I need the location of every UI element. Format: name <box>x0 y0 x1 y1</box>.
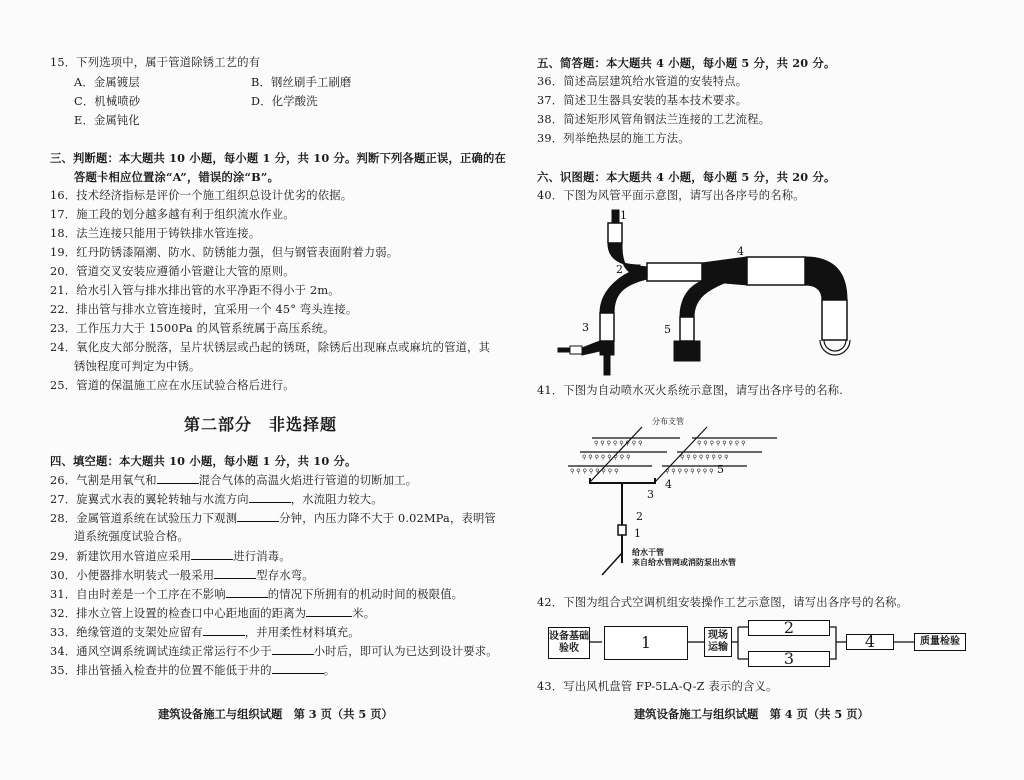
question-34: 34．通风空调系统调试连续正常运行不少于 小时后，即可认为已达到设计要求。 <box>50 645 498 658</box>
q15-option-c: C．机械喷砂 <box>74 95 141 108</box>
answer-blank <box>237 511 279 522</box>
question-27: 27．旋翼式水表的翼轮转轴与水流方向 ，水流阻力较大。 <box>50 493 383 506</box>
question-39: 39．列举绝热层的施工方法。 <box>537 132 690 145</box>
answer-blank <box>203 625 245 636</box>
question-26: 26．气割是用氧气和 混合气体的高温火焰进行管道的切断加工。 <box>50 474 418 487</box>
main-pipe-annotation: 给水干管 <box>632 547 664 557</box>
answer-blank <box>226 587 268 598</box>
question-31: 31．自由时差是一个工序在不影响 的情况下所拥有的机动时间的极限值。 <box>50 588 464 601</box>
svg-text:⚲ ⚲ ⚲ ⚲ ⚲ ⚲ ⚲ ⚲: ⚲ ⚲ ⚲ ⚲ ⚲ ⚲ ⚲ ⚲ <box>582 454 631 461</box>
answer-blank <box>306 606 352 617</box>
question-24: 24．氧化皮大部分脱落，呈片状锈层或凸起的锈斑，除锈后出现麻点或麻坑的管道，其 <box>50 341 491 354</box>
q15-option-b: B．钢丝刷手工刷磨 <box>251 76 352 89</box>
question-28: 28．金属管道系统在试验压力下观测 分钟，内压力降不大于 0.02MPa，表明管 <box>50 512 496 525</box>
flow-step-quality-inspection: 质量检验 <box>914 633 966 651</box>
question-19: 19．红丹防锈漆隔潮、防水、防锈能力强，但与钢管表面附着力弱。 <box>50 246 399 259</box>
question-22: 22．排出管与排水立管连接时，宜采用一个 45° 弯头连接。 <box>50 303 358 316</box>
section-3-heading-cont: 答题卡相应位置涂“A”，错误的涂“B”。 <box>74 170 280 184</box>
flow-step-4: 4 <box>846 634 894 650</box>
question-21: 21．给水引入管与排水排出管的水平净距不得小于 2m。 <box>50 284 340 297</box>
question-36: 36．简述高层建筑给水管道的安装特点。 <box>537 75 748 88</box>
svg-text:⚲ ⚲ ⚲ ⚲ ⚲ ⚲ ⚲ ⚲: ⚲ ⚲ ⚲ ⚲ ⚲ ⚲ ⚲ ⚲ <box>680 454 729 461</box>
section-4-heading: 四、填空题：本大题共 10 小题，每小题 1 分，共 10 分。 <box>50 454 357 468</box>
section-6-heading: 六、识图题：本大题共 4 小题，每小题 5 分，共 20 分。 <box>537 170 836 184</box>
question-40-stem: 40．下图为风管平面示意图，请写出各序号的名称。 <box>537 189 805 202</box>
question-25: 25．管道的保温施工应在水压试验合格后进行。 <box>50 379 295 392</box>
q15-option-e: E．金属钝化 <box>74 114 140 127</box>
flow-step-1: 1 <box>604 626 688 660</box>
diagram-label-2: 2 <box>636 510 643 523</box>
answer-blank <box>191 549 233 560</box>
answer-blank <box>249 492 291 503</box>
question-35: 35．排出管插入检查井的位置不能低于井的 。 <box>50 664 336 677</box>
diagram-label-4: 4 <box>737 245 744 258</box>
question-28-cont: 道系统强度试验合格。 <box>74 530 189 543</box>
question-32: 32．排水立管上设置的检查口中心距地面的距离为 米。 <box>50 607 376 620</box>
answer-blank <box>214 568 256 579</box>
svg-text:⚲ ⚲ ⚲ ⚲ ⚲ ⚲ ⚲ ⚲: ⚲ ⚲ ⚲ ⚲ ⚲ ⚲ ⚲ ⚲ <box>570 468 619 475</box>
page-footer: 建筑设备施工与组织试题 第 3 页（共 5 页） <box>158 707 393 721</box>
question-29: 29．新建饮用水管道应采用 进行消毒。 <box>50 550 291 563</box>
question-37: 37．简述卫生器具安装的基本技术要求。 <box>537 94 748 107</box>
question-43-stem: 43．写出风机盘管 FP-5LA-Q-Z 表示的含义。 <box>537 680 778 693</box>
diagram-label-3: 3 <box>582 321 589 334</box>
question-30: 30．小便器排水明装式一般采用 型存水弯。 <box>50 569 314 582</box>
question-41-stem: 41．下图为自动喷水灭火系统示意图，请写出各序号的名称. <box>537 384 843 397</box>
diagram-label-5: 5 <box>664 323 671 336</box>
exam-page-4 <box>512 0 1024 780</box>
answer-blank <box>157 473 199 484</box>
diagram-label-4: 4 <box>665 478 672 491</box>
sprinkler-system-diagram <box>552 415 792 575</box>
source-pipe-annotation: 来自给水管网或消防泵出水管 <box>632 557 736 567</box>
page-footer: 建筑设备施工与组织试题 第 4 页（共 5 页） <box>634 707 869 721</box>
svg-text:⚲ ⚲ ⚲ ⚲ ⚲ ⚲ ⚲ ⚲: ⚲ ⚲ ⚲ ⚲ ⚲ ⚲ ⚲ ⚲ <box>697 440 746 447</box>
flow-step-2: 2 <box>748 620 830 636</box>
diagram-label-1: 1 <box>634 527 641 540</box>
question-38: 38．简述矩形风管角钢法兰连接的工艺流程。 <box>537 113 771 126</box>
question-42-stem: 42．下图为组合式空调机组安装操作工艺示意图，请写出各序号的名称。 <box>537 596 909 609</box>
question-33: 33．绝缘管道的支架处应留有 ，并用柔性材料填充。 <box>50 626 360 639</box>
answer-blank <box>272 663 324 674</box>
answer-blank <box>272 644 314 655</box>
flow-step-foundation-acceptance: 设备基础验收 <box>548 627 590 659</box>
duct-plan-diagram <box>552 205 812 365</box>
flow-step-site-transport: 现场运输 <box>704 627 732 657</box>
question-16: 16．技术经济指标是评价一个施工组织总设计优劣的依据。 <box>50 189 353 202</box>
question-20: 20．管道交叉安装应遵循小管避让大管的原则。 <box>50 265 295 278</box>
question-24-cont: 锈蚀程度可判定为中锈。 <box>74 360 201 373</box>
q15-option-d: D．化学酸洗 <box>251 95 318 108</box>
svg-text:⚲ ⚲ ⚲ ⚲ ⚲ ⚲ ⚲ ⚲: ⚲ ⚲ ⚲ ⚲ ⚲ ⚲ ⚲ ⚲ <box>594 440 643 447</box>
diagram-label-2: 2 <box>616 263 623 276</box>
question-15-stem: 15．下列选项中，属于管道除锈工艺的有 <box>50 56 261 69</box>
section-3-heading: 三、判断题：本大题共 10 小题，每小题 1 分，共 10 分。判断下列各题正误，正确的在 <box>50 151 506 165</box>
section-5-heading: 五、简答题：本大题共 4 小题，每小题 5 分，共 20 分。 <box>537 56 836 70</box>
branch-pipe-annotation: 分布支管 <box>652 417 684 426</box>
diagram-label-5: 5 <box>717 463 724 476</box>
q15-option-a: A．金属镀层 <box>74 76 140 89</box>
svg-text:⚲ ⚲ ⚲ ⚲ ⚲ ⚲ ⚲ ⚲: ⚲ ⚲ ⚲ ⚲ ⚲ ⚲ ⚲ ⚲ <box>665 468 714 475</box>
diagram-label-3: 3 <box>647 488 654 501</box>
question-18: 18．法兰连接只能用于铸铁排水管连接。 <box>50 227 261 240</box>
diagram-label-1: 1 <box>620 209 627 222</box>
part-2-title: 第二部分 非选择题 <box>184 415 338 434</box>
flow-step-3: 3 <box>748 651 830 667</box>
question-23: 23．工作压力大于 1500Pa 的风管系统属于高压系统。 <box>50 322 335 335</box>
question-17: 17．施工段的划分越多越有利于组织流水作业。 <box>50 208 295 221</box>
